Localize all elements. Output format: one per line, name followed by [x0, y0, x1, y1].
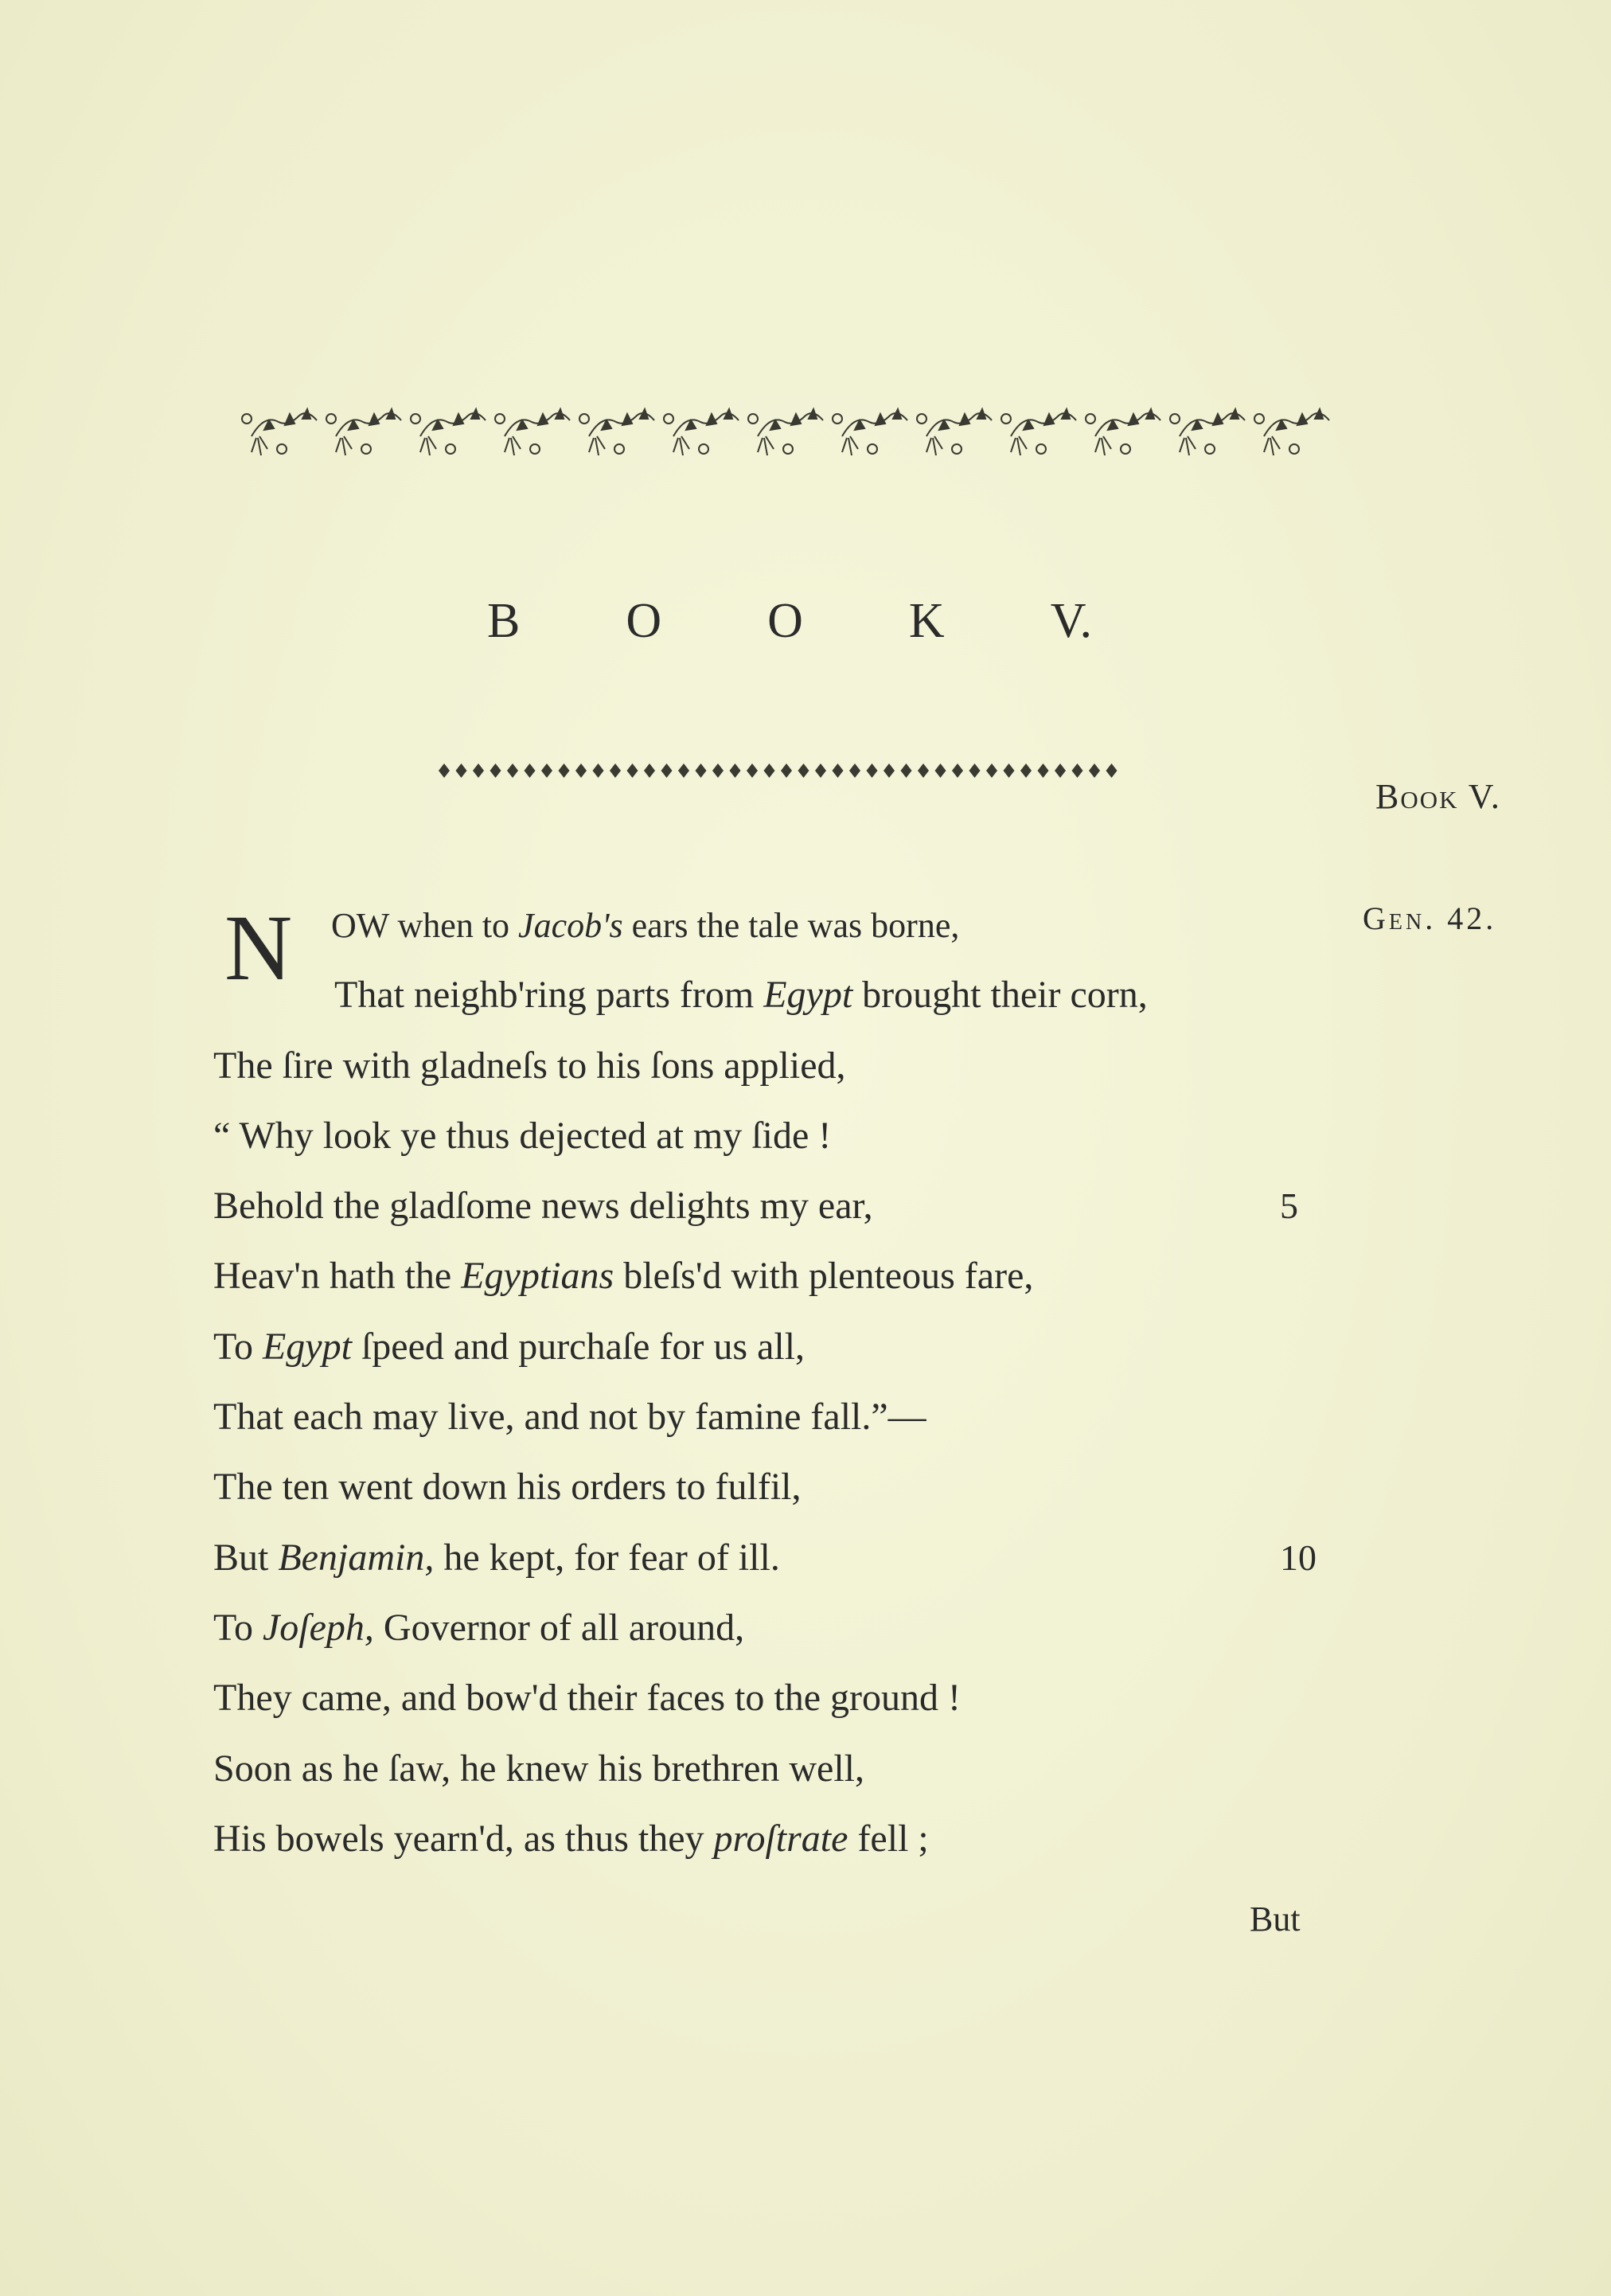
line-segment: To	[213, 1325, 263, 1368]
ornamental-rule	[434, 755, 1134, 787]
rule-diamond	[935, 763, 946, 778]
line-segment: The ten went down his orders to fulfil,	[213, 1466, 802, 1509]
line-segment: “ Why look ye thus dejected at my ſide !	[213, 1114, 832, 1157]
line-segment: But	[213, 1536, 279, 1579]
floral-motif	[242, 409, 317, 455]
line-segment: To	[213, 1606, 263, 1649]
rule-diamond	[1004, 763, 1015, 778]
line-segment: Soon as he ſaw, he knew his brethren well,	[213, 1747, 865, 1790]
book-title-letter: O	[767, 593, 803, 648]
poem-line-text	[213, 1255, 1033, 1297]
margin-reference: Gen. 42.	[1363, 900, 1497, 936]
floral-motif	[833, 409, 907, 455]
rule-diamond	[627, 763, 638, 778]
catchword: But	[1250, 1900, 1301, 1939]
italic-word: Joſeph,	[262, 1606, 374, 1649]
rule-diamond	[901, 763, 912, 778]
line-segment: brought their corn,	[852, 974, 1148, 1017]
poem-line-text	[213, 1466, 802, 1508]
line-segment: That neighb'ring parts from	[334, 974, 764, 1017]
rule-diamond	[473, 763, 484, 778]
rule-diamond	[712, 763, 724, 778]
floral-motif	[1254, 409, 1329, 455]
line-segment: fell ;	[848, 1817, 929, 1860]
rule-diamond	[849, 763, 860, 778]
rule-diamond	[1038, 763, 1049, 778]
italic-word: Benjamin,	[278, 1536, 435, 1579]
poem-line	[213, 1312, 1344, 1382]
rule-diamond	[918, 763, 929, 778]
line-number: 10	[1280, 1537, 1316, 1578]
poem-line	[213, 1241, 1344, 1311]
running-head: Book V.	[1375, 777, 1501, 816]
rule-diamond	[952, 763, 963, 778]
poem-line-text	[213, 1045, 846, 1087]
italic-word: Jacob's	[518, 906, 623, 945]
poem-line-text	[213, 1677, 961, 1719]
line-segment: They came, and bow'd their faces to the ground !	[213, 1677, 961, 1720]
poem-line-text	[213, 1326, 805, 1368]
rule-diamond	[610, 763, 621, 778]
rule-diamond	[884, 763, 895, 778]
rule-diamond	[593, 763, 604, 778]
book-title-letter: K	[908, 593, 945, 648]
line-segment: That each may live, and not by famine fall.”—	[213, 1396, 926, 1439]
rule-diamond	[1089, 763, 1100, 778]
poem-body	[213, 890, 1344, 1874]
rule-diamond	[815, 763, 826, 778]
italic-word: Egyptians	[461, 1255, 614, 1298]
rule-diamond	[507, 763, 518, 778]
italic-word: Egypt	[763, 974, 853, 1017]
poem-line	[213, 890, 1344, 960]
floral-motif	[664, 409, 739, 455]
line-number: 5	[1280, 1185, 1298, 1227]
rule-diamond	[541, 763, 552, 778]
rule-diamond	[525, 763, 536, 778]
rule-diamond	[678, 763, 689, 778]
line-segment: Governor of all around,	[373, 1606, 745, 1649]
poem-line	[213, 1663, 1344, 1733]
rule-diamond	[439, 763, 450, 778]
floral-motif	[1001, 409, 1076, 455]
rule-diamond	[867, 763, 878, 778]
line-segment: bleſs'd with plenteous fare,	[614, 1255, 1034, 1298]
italic-word: proſtrate	[713, 1817, 848, 1860]
drop-cap: N	[224, 896, 293, 1000]
floral-motif	[579, 409, 654, 455]
rule-diamond	[696, 763, 707, 778]
poem-line-text	[220, 906, 959, 945]
rule-diamond	[456, 763, 467, 778]
line-segment: he kept, for fear of ill.	[434, 1536, 780, 1579]
floral-ornament-band	[224, 398, 1339, 470]
rule-diamond	[1020, 763, 1032, 778]
poem-line	[213, 1101, 1344, 1171]
rule-diamond	[644, 763, 655, 778]
rule-diamond	[1106, 763, 1118, 778]
poem-line	[213, 1031, 1344, 1101]
poem-line-text	[213, 1818, 929, 1860]
floral-motif	[917, 409, 992, 455]
line-segment: ears the tale was borne,	[622, 906, 960, 945]
rule-diamond	[764, 763, 775, 778]
floral-motif	[748, 409, 823, 455]
rule-diamond	[490, 763, 501, 778]
poem-line-text	[334, 974, 1148, 1016]
book-title-letter: B	[487, 593, 521, 648]
poem-line	[213, 1804, 1344, 1874]
poem-line	[213, 960, 1344, 1030]
poem-line-text	[213, 1185, 873, 1227]
rule-diamond	[747, 763, 758, 778]
line-segment: The ſire with gladneſs to his ſons applied,	[213, 1044, 846, 1087]
poem-line	[213, 1593, 1344, 1663]
rule-diamond	[1072, 763, 1083, 778]
poem-line-text	[213, 1115, 831, 1157]
rule-diamond	[559, 763, 570, 778]
line-segment: Behold the gladſome news delights my ear,	[213, 1185, 873, 1228]
poem-line	[213, 1171, 1344, 1241]
rule-diamond	[781, 763, 792, 778]
rule-diamond	[969, 763, 981, 778]
rule-diamond	[798, 763, 809, 778]
line-segment: OW when to	[331, 906, 519, 945]
book-title-letter: V.	[1050, 593, 1092, 648]
rule-diamond	[575, 763, 587, 778]
poem-line-text	[213, 1607, 744, 1649]
rule-diamond	[1055, 763, 1066, 778]
rule-diamond	[986, 763, 997, 778]
poem-line	[213, 1734, 1344, 1804]
floral-motif	[411, 409, 486, 455]
floral-motif	[495, 409, 570, 455]
floral-motif	[1170, 409, 1245, 455]
poem-line-text	[213, 1537, 780, 1579]
line-segment: Heav'n hath the	[213, 1255, 462, 1298]
rule-diamond	[833, 763, 844, 778]
poem-line	[213, 1382, 1344, 1452]
poem-line	[213, 1452, 1344, 1522]
rule-diamond	[661, 763, 673, 778]
floral-motif	[1086, 409, 1160, 455]
book-title	[487, 585, 1092, 657]
poem-line	[213, 1523, 1344, 1593]
floral-motif	[326, 409, 401, 455]
book-title-letter: O	[626, 593, 662, 648]
rule-diamond	[730, 763, 741, 778]
italic-word: Egypt	[262, 1325, 352, 1368]
poem-line-text	[213, 1396, 926, 1438]
line-segment: ſpeed and purchaſe for us all,	[351, 1325, 806, 1368]
poem-line-text	[213, 1747, 864, 1790]
line-segment: His bowels yearn'd, as thus they	[213, 1817, 714, 1860]
